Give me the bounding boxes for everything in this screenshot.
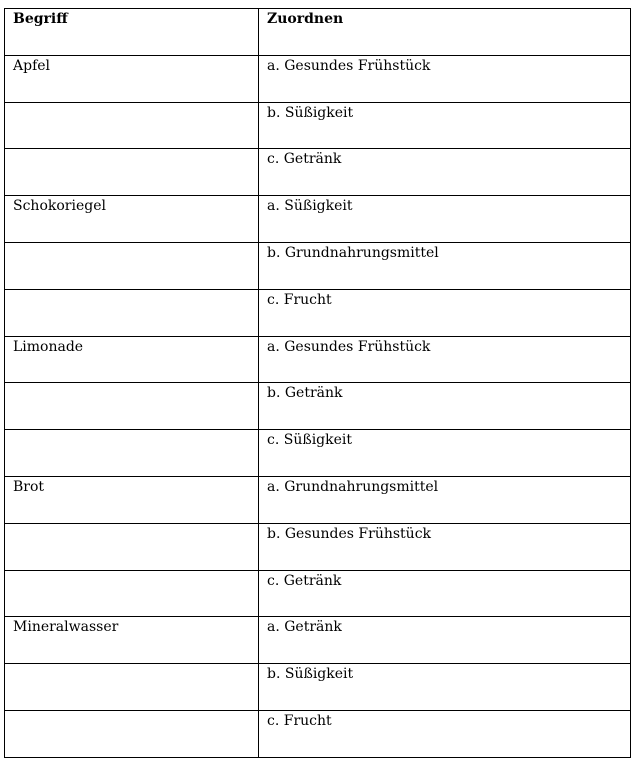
term-cell: [5, 102, 259, 149]
option-cell: b. Süßigkeit: [259, 102, 631, 149]
header-row: [5, 9, 631, 56]
term-cell: Apfel: [5, 55, 259, 102]
table-row: [5, 476, 631, 523]
table-row: [5, 383, 631, 430]
table-row: [5, 523, 631, 570]
header-assign: Zuordnen: [259, 9, 631, 56]
term-cell: [5, 570, 259, 617]
table-row: [5, 664, 631, 711]
option-cell: c. Frucht: [259, 710, 631, 757]
table-row: [5, 570, 631, 617]
table-row: [5, 102, 631, 149]
term-cell: [5, 289, 259, 336]
term-cell: Brot: [5, 476, 259, 523]
option-cell: a. Getränk: [259, 617, 631, 664]
table-row: [5, 149, 631, 196]
term-cell: [5, 710, 259, 757]
term-cell: [5, 523, 259, 570]
option-cell: a. Gesundes Frühstück: [259, 336, 631, 383]
term-cell: [5, 383, 259, 430]
term-cell: [5, 242, 259, 289]
term-cell: Limonade: [5, 336, 259, 383]
matching-table: [4, 8, 631, 758]
table-row: [5, 289, 631, 336]
table-row: [5, 55, 631, 102]
option-cell: a. Gesundes Frühstück: [259, 55, 631, 102]
option-cell: c. Süßigkeit: [259, 430, 631, 477]
option-cell: b. Süßigkeit: [259, 664, 631, 711]
header-term: Begriff: [5, 9, 259, 56]
table-row: [5, 196, 631, 243]
option-cell: a. Grundnahrungsmittel: [259, 476, 631, 523]
table-row: [5, 336, 631, 383]
table-row: [5, 710, 631, 757]
option-cell: b. Grundnahrungsmittel: [259, 242, 631, 289]
option-cell: b. Gesundes Frühstück: [259, 523, 631, 570]
table-row: [5, 430, 631, 477]
term-cell: [5, 430, 259, 477]
term-cell: Schokoriegel: [5, 196, 259, 243]
option-cell: a. Süßigkeit: [259, 196, 631, 243]
term-cell: Mineralwasser: [5, 617, 259, 664]
option-cell: c. Frucht: [259, 289, 631, 336]
option-cell: c. Getränk: [259, 149, 631, 196]
term-cell: [5, 664, 259, 711]
table-row: [5, 242, 631, 289]
table-row: [5, 617, 631, 664]
term-cell: [5, 149, 259, 196]
option-cell: c. Getränk: [259, 570, 631, 617]
option-cell: b. Getränk: [259, 383, 631, 430]
